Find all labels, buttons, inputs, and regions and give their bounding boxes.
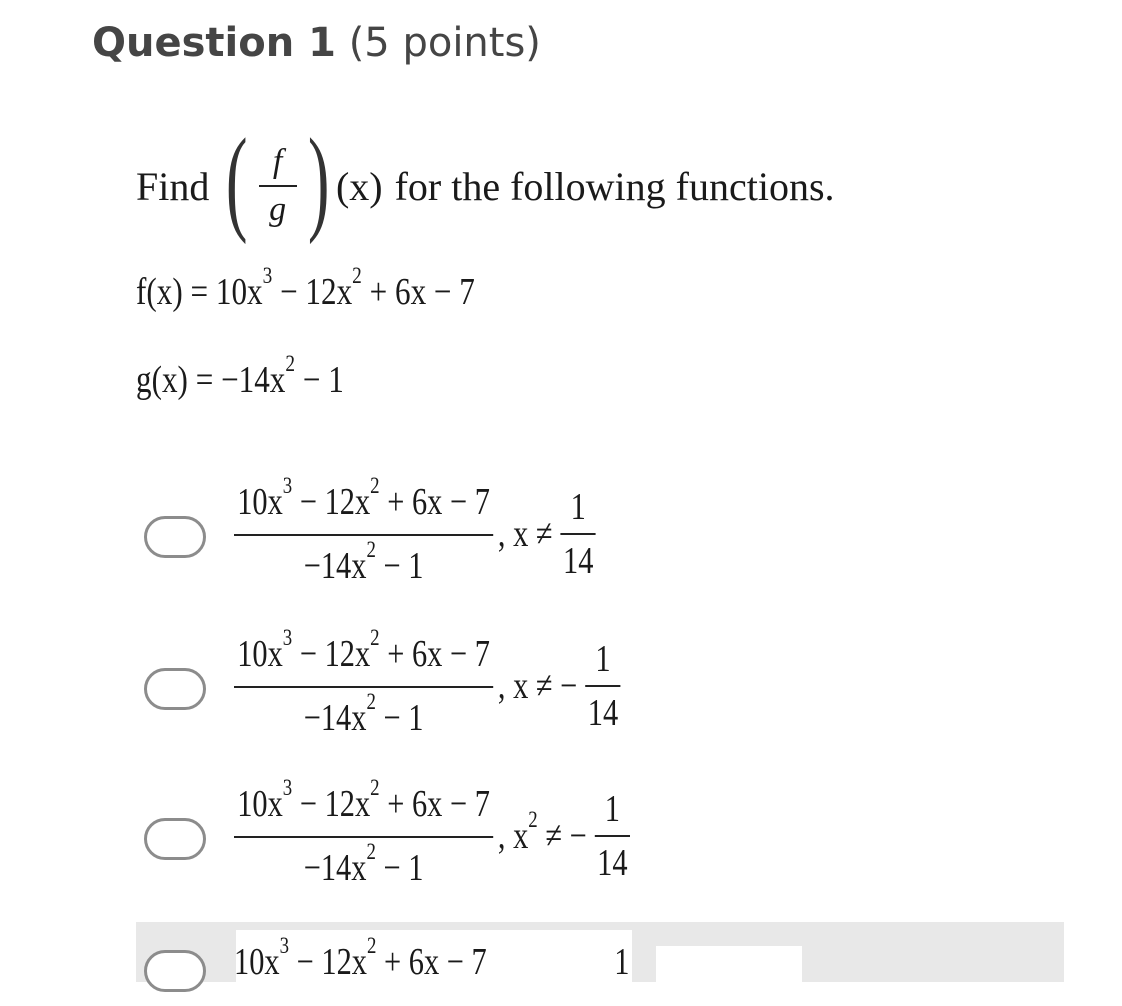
option-2-denominator: $-14x^2 - 1$	[303, 688, 424, 739]
fraction-numerator: f	[272, 143, 283, 180]
option-1-math	[234, 472, 596, 588]
answer-option-2[interactable]	[136, 624, 1066, 762]
radio-button-4[interactable]	[144, 950, 206, 992]
option-1-fraction	[234, 472, 493, 588]
g-end: − 1	[295, 359, 344, 401]
answer-option-1[interactable]	[136, 472, 1066, 610]
option-2-condition-fraction: $\frac{1}{14}$	[585, 637, 620, 735]
f-lhs: f(x) = 10x	[136, 271, 263, 313]
prompt-rest: for the following functions.	[394, 163, 835, 209]
option-3-fraction-bar	[234, 836, 493, 838]
option-3-denominator: $-14x^2 - 1$	[303, 838, 424, 889]
f-exponent-3: 3	[262, 262, 273, 289]
question-header	[92, 20, 541, 66]
option-2-condition: , x ≠ −	[497, 665, 578, 707]
option-1-fraction-bar	[234, 534, 493, 536]
prompt-find: Find	[136, 163, 210, 209]
option-1-condition-fraction: $\frac{1}{14}$	[561, 485, 596, 583]
option-3-condition-fraction: $\frac{1}{14}$	[595, 787, 630, 885]
answer-option-3[interactable]	[136, 774, 1066, 912]
question-title: Question 1	[92, 20, 336, 66]
radio-button-2[interactable]	[144, 668, 206, 710]
left-paren: (	[226, 114, 248, 245]
g-definition	[136, 350, 344, 402]
f-exponent-2: 2	[352, 262, 362, 289]
option-2-fraction-bar	[234, 686, 493, 688]
f-definition	[136, 262, 475, 314]
g-lhs: g(x) = −14x	[136, 359, 286, 401]
f-end: + 6x − 7	[361, 271, 475, 313]
option-4-condition-numerator: 1	[614, 941, 630, 983]
prompt-arg: (x)	[335, 163, 383, 209]
option-3-math	[234, 774, 630, 890]
f-over-g-fraction	[259, 145, 297, 227]
option-1-denominator: $-14x^2 - 1$	[303, 536, 424, 587]
option-4-numerator: $10x^3 - 12x^2 + 6x - 7$	[234, 932, 487, 983]
answer-option-4[interactable]	[136, 922, 1064, 982]
question-prompt	[136, 116, 835, 256]
radio-button-3[interactable]	[144, 818, 206, 860]
option-2-numerator: $10x^3 - 12x^2 + 6x - 7$	[237, 624, 490, 675]
option-3-condition: , $x^2$ ≠ −	[497, 806, 587, 857]
fraction-denominator: g	[269, 191, 287, 228]
question-points: (5 points)	[348, 20, 541, 66]
radio-button-1[interactable]	[144, 516, 206, 558]
option-2-math	[234, 624, 621, 740]
option-3-numerator: $10x^3 - 12x^2 + 6x - 7$	[237, 774, 490, 825]
option-3-fraction	[234, 774, 493, 890]
right-paren: )	[307, 114, 330, 245]
option-1-condition: , x ≠	[497, 513, 553, 555]
option-4-math	[234, 932, 630, 984]
option-4-condition-background	[656, 946, 802, 1006]
option-2-fraction	[234, 624, 493, 740]
g-exponent-2: 2	[285, 350, 296, 377]
option-1-numerator: $10x^3 - 12x^2 + 6x - 7$	[237, 472, 490, 523]
f-mid: − 12x	[272, 271, 353, 313]
fraction-bar	[259, 185, 297, 187]
